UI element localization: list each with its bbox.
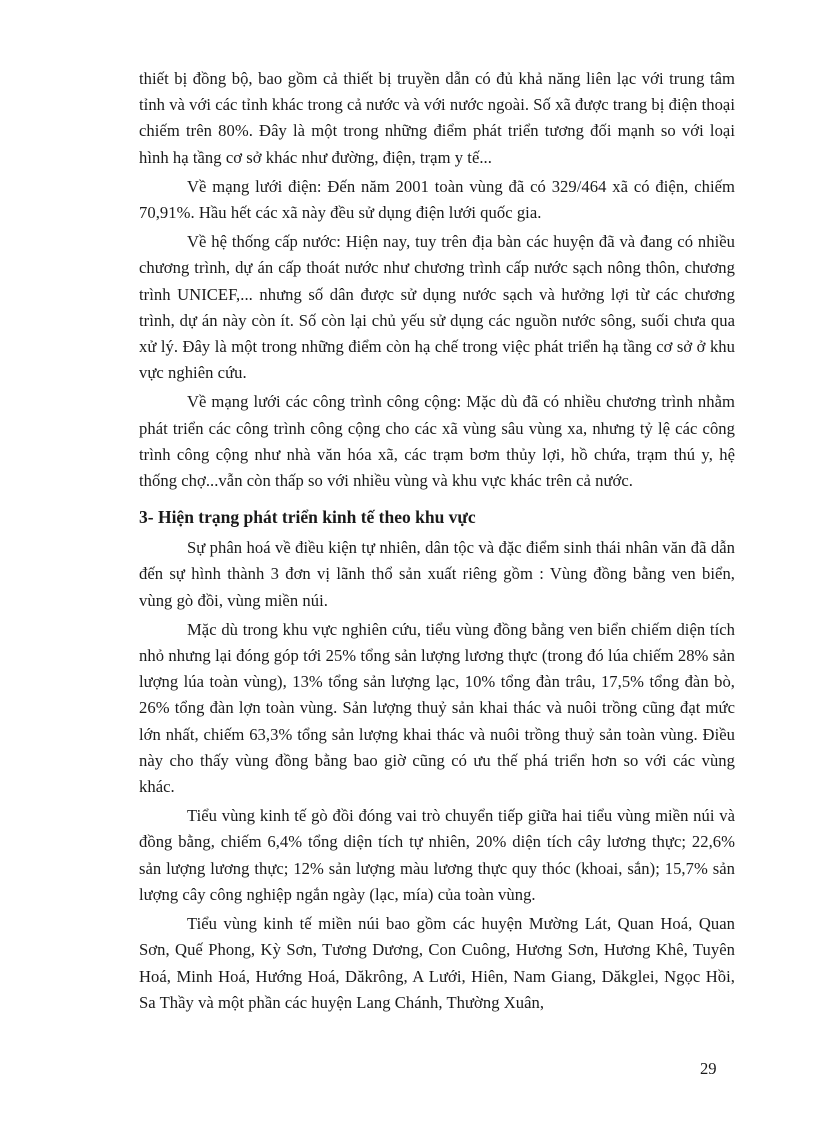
paragraph-electricity: Về mạng lưới điện: Đến năm 2001 toàn vùng đã có 329/464 xã có điện, chiếm 70,91%. Hầu hết các xã này đều sử dụng điện lưới quốc gia. bbox=[139, 176, 735, 223]
paragraph-public-works: Về mạng lưới các công trình công cộng: Mặc dù đã có nhiều chương trình nhằm phát triển các công trình công cộng cho các xã vùng sâu vùng xa, nhưng tỷ lệ các công trình công cộng như nhà văn hóa xã, các trạm bơm thủy lợi, hồ chứa, trạm thú y, hệ thống chợ...vẫn còn thấp so với nhiều vùng và khu vực khác trên cả nước. bbox=[139, 392, 735, 491]
page-number: 29 bbox=[700, 1059, 717, 1078]
section-heading: 3- Hiện trạng phát triển kinh tế theo khu vực bbox=[139, 507, 476, 528]
document-page bbox=[139, 66, 735, 1019]
paragraph-hill-region: Tiểu vùng kinh tế gò đồi đóng vai trò chuyển tiếp giữa hai tiểu vùng miền núi và đồng bằng, chiếm 6,4% tổng diện tích tự nhiên, 20% diện tích cây lương thực; 22,6% sản lượng lương thực; 12% sản lượng màu lương thực quy thóc (khoai, sắn); 15,7% sản lượng cây công nghiệp ngắn ngày (lạc, mía) của toàn vùng. bbox=[139, 806, 735, 904]
paragraph-coastal-plain: Mặc dù trong khu vực nghiên cứu, tiểu vùng đồng bằng ven biển chiếm diện tích nhỏ nhưng lại đóng góp tới 25% tổng sản lượng lương thực (trong đó lúa chiếm 28% sản lượng lúa toàn vùng), 13% tổng sản lượng lạc, 10% tổng đàn trâu, 17,5% tổng đàn bò, 26% tổng đàn lợn toàn vùng. Sản lượng thuỷ sản khai thác và nuôi trồng cũng đạt mức lớn nhất, chiếm 63,3% tổng sản lượng khai thác và nuôi trồng thuỷ sản toàn vùng. Điều này cho thấy vùng đồng bằng bao giờ cũng có ưu thế phá triển hơn so với các vùng khác. bbox=[139, 619, 735, 797]
paragraph-water-supply: Về hệ thống cấp nước: Hiện nay, tuy trên địa bàn các huyện đã và đang có nhiều chương trình, dự án cấp thoát nước như chương trình cấp nước sạch nông thôn, chương trình UNICEF,... nhưng số dân được sử dụng nước sạch và hưởng lợi từ các chương trình, dự án này còn ít. Số còn lại chủ yếu sử dụng các nguồn nước sông, suối chưa qua xử lý. Đây là một trong những điểm còn hạ chế trong việc phát triển hạ tầng cơ sở ở khu vực nghiên cứu. bbox=[139, 232, 735, 383]
paragraph-telecom: thiết bị đồng bộ, bao gồm cả thiết bị truyền dẫn có đủ khả năng liên lạc với trung tâm tỉnh và với các tỉnh khác trong cả nước và với nước ngoài. Số xã được trang bị điện thoại chiếm trên 80%. Đây là một trong những điểm phát triển tương đối mạnh so với loại hình hạ tầng cơ sở khác như đường, điện, trạm y tế... bbox=[139, 69, 736, 167]
paragraph-mountain-region: Tiểu vùng kinh tế miền núi bao gồm các huyện Mường Lát, Quan Hoá, Quan Sơn, Quế Phong, Kỳ Sơn, Tương Dương, Con Cuông, Hương Sơn, Hương Khê, Tuyên Hoá, Minh Hoá, Hướng Hoá, Dăkrông, A Lưới, Hiên, Nam Giang, Dăkglei, Ngọc Hồi, Sa Thầy và một phần các huyện Lang Chánh, Thường Xuân, bbox=[139, 914, 735, 1012]
paragraph-differentiation: Sự phân hoá về điều kiện tự nhiên, dân tộc và đặc điểm sinh thái nhân văn đã dẫn đến sự hình thành 3 đơn vị lãnh thổ sản xuất riêng gồm : Vùng đồng bằng ven biển, vùng gò đồi, vùng miền núi. bbox=[139, 538, 735, 610]
